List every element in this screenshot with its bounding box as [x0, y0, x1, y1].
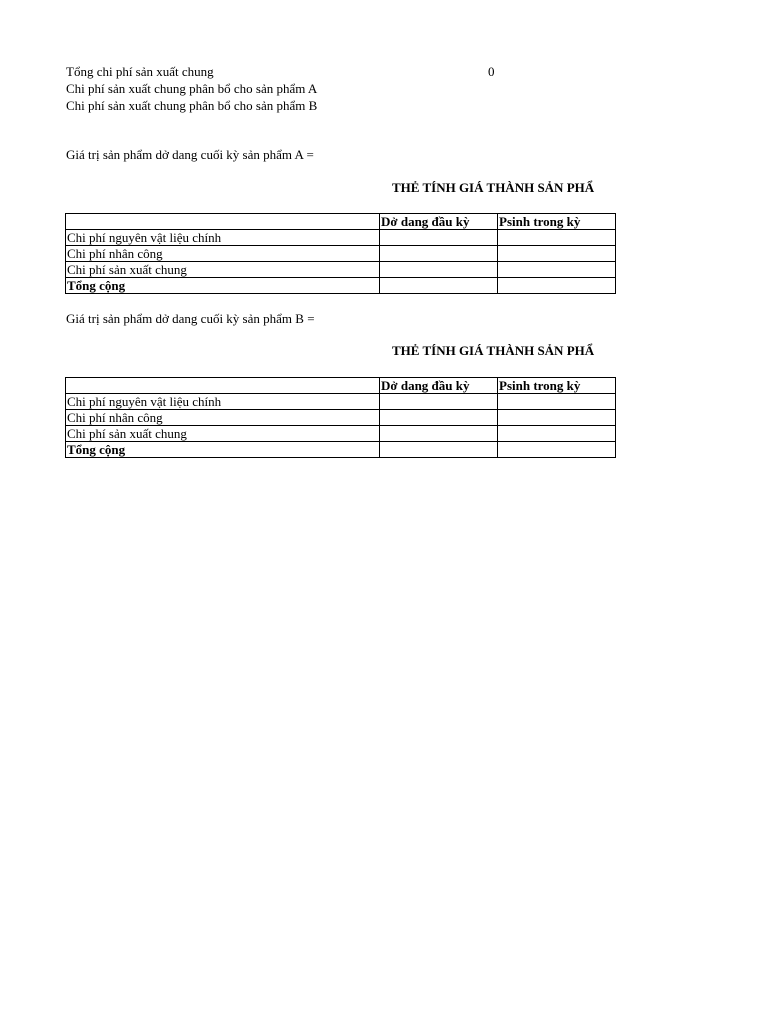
opening-wip-cell[interactable] — [380, 230, 498, 246]
total-overhead-label: Tổng chi phí sản xuất chung — [66, 64, 214, 79]
cost-card-title-a: THẺ TÍNH GIÁ THÀNH SẢN PHẨ — [392, 180, 595, 195]
incurred-cell[interactable] — [498, 426, 616, 442]
table-row — [66, 426, 616, 442]
row-label[interactable]: Chi phí sản xuất chung — [66, 426, 380, 442]
row-label[interactable]: Chi phí nhân công — [66, 246, 380, 262]
total-label[interactable]: Tổng cộng — [66, 278, 380, 294]
header-opening-wip[interactable]: Dở dang đầu kỳ — [380, 378, 498, 394]
header-incurred[interactable]: Psinh trong kỳ — [498, 378, 616, 394]
total-overhead-value: 0 — [488, 64, 495, 79]
total-incurred-cell[interactable] — [498, 278, 616, 294]
cost-card-table-b — [65, 377, 616, 458]
table-row — [66, 410, 616, 426]
incurred-cell[interactable] — [498, 394, 616, 410]
incurred-cell[interactable] — [498, 262, 616, 278]
total-opening-cell[interactable] — [380, 278, 498, 294]
cost-card-title-b: THẺ TÍNH GIÁ THÀNH SẢN PHẨ — [392, 343, 595, 358]
row-label[interactable]: Chi phí nhân công — [66, 410, 380, 426]
table-header-row — [66, 378, 616, 394]
overhead-alloc-b-label: Chi phí sản xuất chung phân bổ cho sản phẩm B — [66, 98, 318, 113]
row-label[interactable]: Chi phí sản xuất chung — [66, 262, 380, 278]
total-opening-cell[interactable] — [380, 442, 498, 458]
header-cell[interactable] — [66, 214, 380, 230]
incurred-cell[interactable] — [498, 230, 616, 246]
incurred-cell[interactable] — [498, 410, 616, 426]
wip-label-a: Giá trị sản phẩm dở dang cuối kỳ sản phẩm A = — [66, 147, 314, 162]
table-row — [66, 246, 616, 262]
table-total-row — [66, 278, 616, 294]
table-row — [66, 262, 616, 278]
table-row — [66, 230, 616, 246]
overhead-alloc-a-label: Chi phí sản xuất chung phân bổ cho sản phẩm A — [66, 81, 318, 96]
opening-wip-cell[interactable] — [380, 262, 498, 278]
wip-label-b: Giá trị sản phẩm dở dang cuối kỳ sản phẩm B = — [66, 311, 315, 326]
table-header-row — [66, 214, 616, 230]
total-incurred-cell[interactable] — [498, 442, 616, 458]
opening-wip-cell[interactable] — [380, 426, 498, 442]
row-label[interactable]: Chi phí nguyên vật liệu chính — [66, 394, 380, 410]
incurred-cell[interactable] — [498, 246, 616, 262]
total-label[interactable]: Tổng cộng — [66, 442, 380, 458]
cost-card-table-a — [65, 213, 616, 294]
opening-wip-cell[interactable] — [380, 410, 498, 426]
header-incurred[interactable]: Psinh trong kỳ — [498, 214, 616, 230]
header-opening-wip[interactable]: Dở dang đầu kỳ — [380, 214, 498, 230]
table-total-row — [66, 442, 616, 458]
table-row — [66, 394, 616, 410]
row-label[interactable]: Chi phí nguyên vật liệu chính — [66, 230, 380, 246]
header-cell[interactable] — [66, 378, 380, 394]
opening-wip-cell[interactable] — [380, 246, 498, 262]
opening-wip-cell[interactable] — [380, 394, 498, 410]
